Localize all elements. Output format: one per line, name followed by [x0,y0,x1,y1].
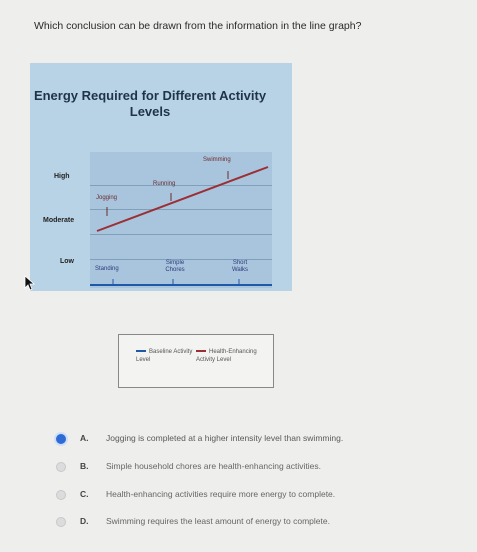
mouse-pointer-icon [24,275,36,291]
radio-option-b[interactable] [56,462,66,472]
legend-swatch-health [196,350,206,352]
health-series-line [97,167,268,231]
label-simple-chores: Simple Chores [165,260,185,273]
option-text: Health-enhancing activities require more energy to complete. [106,489,336,499]
y-label-high: High [54,173,70,180]
option-text: Simple household chores are health-enhancing activities. [106,461,321,471]
legend-swatch-baseline [136,350,146,352]
label-swimming: Swimming [203,157,231,163]
option-text: Jogging is completed at a higher intensity level than swimming. [106,433,344,443]
label-running: Running [153,181,176,187]
legend-label-baseline: Baseline Activity Level [136,349,193,363]
label-jogging: Jogging [96,195,118,201]
y-label-low: Low [60,258,74,265]
label-standing: Standing [95,266,119,272]
legend-label-health: Health-Enhancing Activity Level [196,349,257,363]
option-letter: B. [80,461,89,471]
option-letter: C. [80,489,89,499]
y-label-moderate: Moderate [43,217,75,224]
figure-title: Energy Required for Different Activity Levels [33,88,267,119]
legend-item-health [196,348,268,364]
option-text: Swimming requires the least amount of energy to complete. [106,516,330,526]
label-short-walks: Short Walks [231,260,249,273]
option-letter: D. [80,516,89,526]
radio-option-c[interactable] [56,490,66,500]
option-letter: A. [80,433,89,443]
radio-option-d[interactable] [56,517,66,527]
question-text: Which conclusion can be drawn from the information in the line graph? [34,20,362,32]
radio-option-a[interactable] [56,434,66,444]
